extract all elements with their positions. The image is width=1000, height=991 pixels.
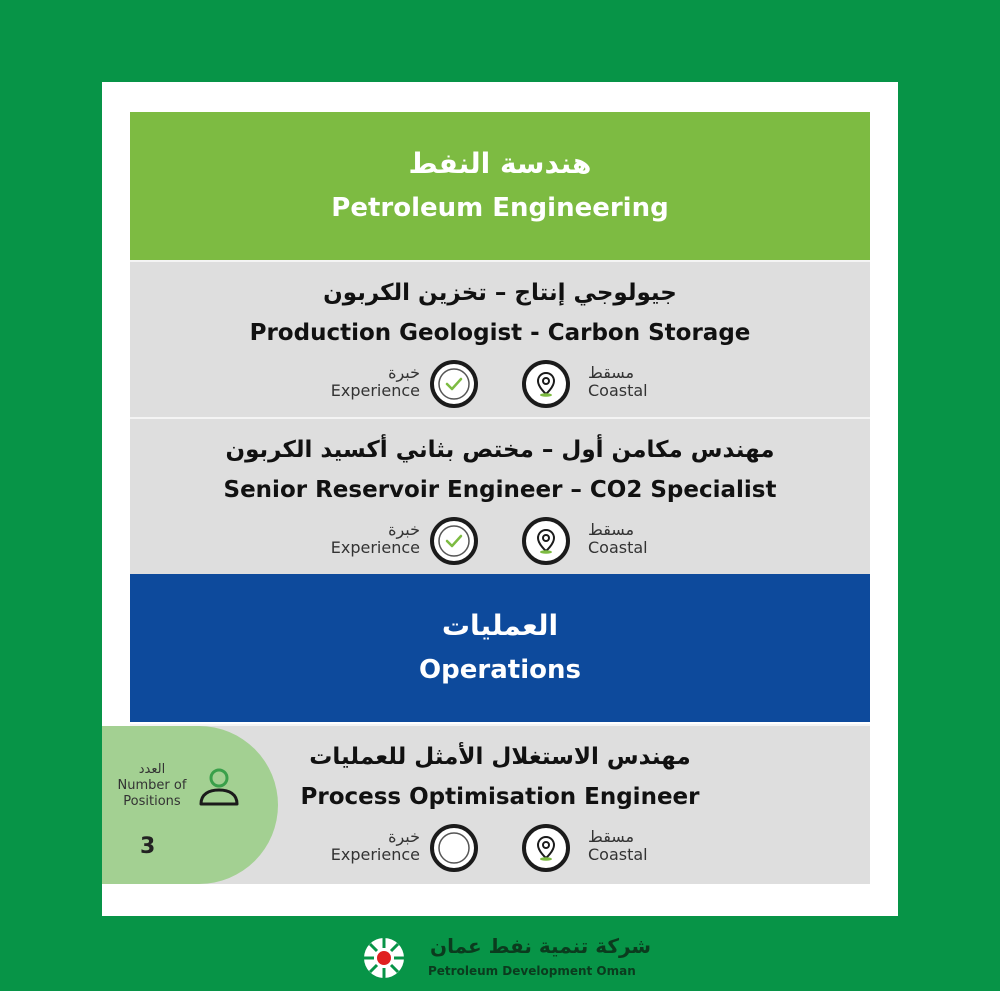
job-title-en: Process Optimisation Engineer: [300, 784, 700, 810]
experience-label: [331, 364, 420, 400]
section-title-ar: هندسة النفط: [408, 147, 592, 180]
experience-label-en: Experience: [330, 381, 420, 400]
company-name-en: Petroleum Development Oman: [428, 964, 636, 978]
vacancy-list: [117, 112, 870, 884]
experience-label-ar: خبرة: [388, 520, 420, 539]
experience-label-ar: خبرة: [388, 827, 420, 846]
location-pin-icon: [522, 824, 570, 872]
job-item[interactable]: [117, 724, 870, 884]
job-meta: [130, 360, 870, 412]
section-title-en: Petroleum Engineering: [331, 193, 669, 223]
section-header-petroleum-engineering: [130, 112, 870, 260]
job-title-ar: مهندس مكامن أول – مختص بثاني أكسيد الكربون: [225, 437, 775, 463]
experience-check-icon: [430, 360, 478, 408]
location-pin-icon: [522, 360, 570, 408]
location-label-ar: مسقط: [588, 520, 635, 539]
location-pin-icon: [522, 517, 570, 565]
job-title-ar: جيولوجي إنتاج – تخزين الكربون: [323, 280, 677, 306]
experience-label-ar: خبرة: [388, 363, 420, 382]
location-label-en: Coastal: [588, 845, 648, 864]
location-label-en: Coastal: [588, 538, 648, 557]
section-title-en: Operations: [419, 655, 581, 685]
experience-label: [331, 521, 420, 557]
experience-check-icon: [430, 517, 478, 565]
location-label-ar: مسقط: [588, 363, 635, 382]
job-meta: [130, 824, 870, 876]
experience-label: [331, 828, 420, 864]
section-header-operations: [130, 574, 870, 722]
job-meta: [130, 517, 870, 569]
location-label: [588, 828, 648, 864]
company-logo-icon: [356, 934, 412, 986]
experience-empty-icon: [430, 824, 478, 872]
section-title-ar: العمليات: [441, 609, 559, 642]
job-title-en: Senior Reservoir Engineer – CO2 Specialist: [223, 477, 777, 503]
experience-label-en: Experience: [330, 845, 420, 864]
job-title-en: Production Geologist - Carbon Storage: [249, 320, 751, 346]
location-label-ar: مسقط: [588, 827, 635, 846]
positions-label-en: Number of Positions: [117, 778, 187, 809]
job-item[interactable]: [130, 260, 870, 417]
location-label: [588, 521, 648, 557]
company-name-ar: شركة تنمية نفط عمان: [430, 934, 652, 958]
location-label-en: Coastal: [588, 381, 648, 400]
positions-label-ar: العدد: [138, 762, 166, 777]
vacancy-card: [102, 82, 898, 916]
positions-count: 3: [140, 834, 156, 859]
location-label: [588, 364, 648, 400]
experience-label-en: Experience: [330, 538, 420, 557]
job-item[interactable]: [130, 417, 870, 574]
company-footer: [356, 934, 656, 984]
job-title-ar: مهندس الاستغلال الأمثل للعمليات: [309, 744, 691, 770]
